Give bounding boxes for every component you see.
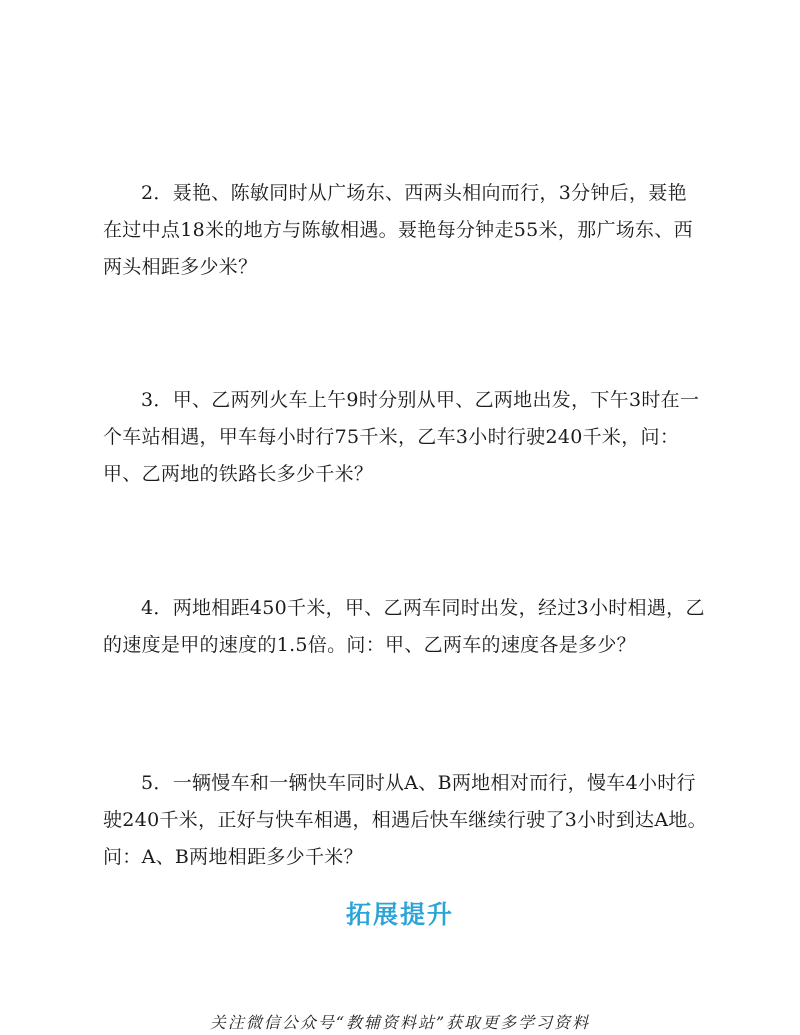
problem-5-line-3: 问：A、B两地相距多少千米？ — [103, 846, 363, 868]
problem-3 — [103, 382, 703, 493]
problem-2 — [103, 175, 703, 286]
problem-2-line-1: 2．聂艳、陈敏同时从广场东、西两头相向而行，3分钟后，聂艳 — [141, 182, 687, 204]
problem-4-line-2: 的速度是甲的速度的1.5倍。问：甲、乙两车的速度各是多少？ — [103, 634, 636, 656]
section-title: 拓展提升 — [345, 900, 454, 929]
problem-5-line-1: 5．一辆慢车和一辆快车同时从A、B两地相对而行，慢车4小时行 — [141, 772, 696, 794]
problem-5 — [103, 765, 707, 876]
problem-5-line-2: 驶240千米，正好与快车相遇，相遇后快车继续行驶了3小时到达A地。 — [103, 809, 707, 831]
problem-2-line-2: 在过中点18米的地方与陈敏相遇。聂艳每分钟走55米，那广场东、西 — [103, 219, 693, 241]
problem-3-line-2: 个车站相遇，甲车每小时行75千米，乙车3小时行驶240千米，问： — [103, 426, 680, 448]
problem-3-line-3: 甲、乙两地的铁路长多少千米？ — [103, 463, 374, 485]
problem-4 — [103, 590, 703, 664]
problem-2-line-3: 两头相距多少米？ — [103, 256, 258, 278]
footer-note: 关注微信公众号“教辅资料站”获取更多学习资料 — [209, 1013, 591, 1032]
problem-3-line-1: 3．甲、乙两列火车上午9时分别从甲、乙两地出发，下午3时在一 — [141, 389, 700, 411]
problem-4-line-1: 4．两地相距450千米，甲、乙两车同时出发，经过3小时相遇，乙 — [141, 597, 705, 619]
